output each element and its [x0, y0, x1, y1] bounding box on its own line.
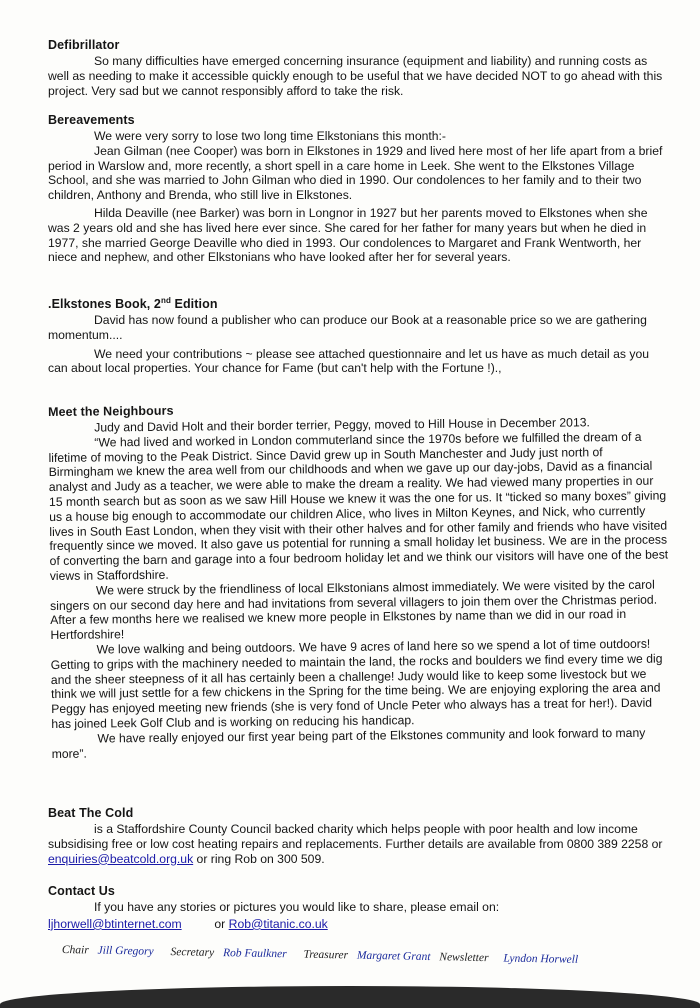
secretary-role: Secretary	[170, 946, 215, 959]
beat-the-cold-section	[48, 806, 668, 866]
ljhorwell-email-link[interactable]: ljhorwell@btinternet.com	[48, 916, 182, 931]
contact-text: If you have any stories or pictures you would like to share, please email on:	[94, 900, 500, 914]
book-text-1: David has now found a publisher who can produce our Book at a reasonable price so we are gathering momentum....	[48, 313, 647, 342]
contact-emails	[48, 917, 668, 932]
treasurer-role: Treasurer	[303, 948, 349, 962]
beat-the-cold-heading: Beat The Cold	[48, 806, 134, 820]
bereavements-section	[48, 113, 668, 265]
newsletter-name: Lyndon Horwell	[503, 952, 579, 966]
beat-the-cold-text: is a Staffordshire County Council backed charity which helps people with poor health and low income subsidising free or low cost heating repairs and replacements. Further details are available from 0800 389 2258 or enquiries@beatcold.org.uk or ring Rob on 300 509.	[48, 822, 663, 866]
defibrillator-heading: Defibrillator	[48, 38, 120, 52]
chair-role: Chair	[61, 944, 89, 957]
beatcold-email-link[interactable]: enquiries@beatcold.org.uk	[48, 851, 194, 866]
neighbours-story-1: “We had lived and worked in London commuterland since the 1970s before we fulfilled the dream of a lifetime of moving to the Peak District. Since David grew up in South Manchester and Judy just north of Birmingham we knew the area well from our childhoods and when we gave up our day-jobs, David as a financial analyst and Judy as a teacher, we were able to make the dream a reality. We had viewed many properties in our 15 month search but as soon as we saw Hill House we knew it was the one for us. It “ticked so many boxes” giving us a house big enough to accommodate our children Alice, who lives in Milton Keynes, and Nick, who currently lives in South East London, when they visit with their other halves and for other family and friends who have visited frequently since we moved. It also gave us potential for running a small holiday let business. We are in the process of converting the barn and garage into a four bedroom holiday let and we think our visitors will have one of the best views in Staffordshire.	[48, 429, 669, 583]
neighbours-section	[48, 399, 672, 762]
neighbours-story-2: We were struck by the friendliness of local Elkstonians almost immediately. We were visited by the carol singers on our second day here and had invitations from several villagers to join them over the Christmas period. After a few months here we realised we knew more people in Elkstones by name than we did in our road in Hertfordshire!	[50, 577, 658, 643]
neighbours-heading: Meet the Neighbours	[48, 403, 174, 419]
bereavements-jean-gilman: Jean Gilman (nee Cooper) was born in Elkstones in 1929 and lived here most of her life apart from a brief period in Warslow and, more recently, a short spell in a care home in Leek. She went to the Elkstones Village School, and she was married to John Gilman who died in 1990. Our condolences to her family and to their two children, Anthony and Brenda, who still live in Elkstones.	[48, 143, 663, 203]
secretary-name: Rob Faulkner	[222, 947, 287, 961]
bereavements-hilda-deaville: Hilda Deaville (nee Barker) was born in Longnor in 1927 but her parents moved to Elkstones when she was 2 years old and she has lived here ever since. She cared for her father for many years but when he died in 1977, she married George Deaville who died in 1993. Our condolences to Margaret and Frank Wentworth, her niece and nephew, and other Elkstonians who have looked after her for several years.	[48, 205, 648, 265]
book-section	[48, 297, 668, 376]
newsletter-role: Newsletter	[439, 951, 489, 965]
bereavements-intro: We were very sorry to lose two long time Elkstonians this month:-	[94, 129, 446, 143]
rob-email-link[interactable]: Rob@titanic.co.uk	[228, 916, 328, 931]
contact-heading: Contact Us	[48, 884, 115, 898]
treasurer-name: Margaret Grant	[356, 949, 431, 964]
contact-or: or	[214, 916, 226, 931]
bereavements-heading: Bereavements	[48, 113, 135, 127]
defibrillator-text: So many difficulties have emerged concerning insurance (equipment and liability) and running costs as well as needing to make it accessible quickly enough to be useful that we have decided NOT to go ahead with this project. Very sad but we cannot responsibly afford to take the risk.	[48, 54, 663, 98]
scan-edge-shadow	[0, 986, 700, 1008]
contact-section	[48, 884, 668, 932]
defibrillator-section	[48, 38, 668, 98]
book-heading: .Elkstones Book, 2nd Edition	[48, 295, 218, 311]
chair-name: Jill Gregory	[97, 944, 154, 958]
neighbours-story-3: We love walking and being outdoors. We have 9 acres of land here so we spend a lot of time outdoors! Getting to grips with the machinery needed to maintain the land, the rocks and boulders we find every time we dig and the sheer steepness of it all has certainly been a challenge! Judy would like to keep some livestock but we think we will just settle for a few chickens in the Spring for the time being. We are enjoying exploring the area and Peggy has enjoyed meeting new friends (she is very fond of Uncle Peter who always has a treat for her!). David has joined Leek Golf Club and is working on reducing his handicap.	[50, 636, 663, 731]
neighbours-story-4: We have really enjoyed our first year being part of the Elkstones community and look forward to many more”.	[51, 725, 646, 761]
neighbours-intro: Judy and David Holt and their border terrier, Peggy, moved to Hill House in December 2013.	[94, 415, 590, 435]
officers-footer	[62, 944, 662, 968]
book-text-2: We need your contributions ~ please see attached questionnaire and let us have as much detail as you can about local properties. Your chance for Fame (but can't help with the Fortune !).,	[48, 346, 650, 376]
